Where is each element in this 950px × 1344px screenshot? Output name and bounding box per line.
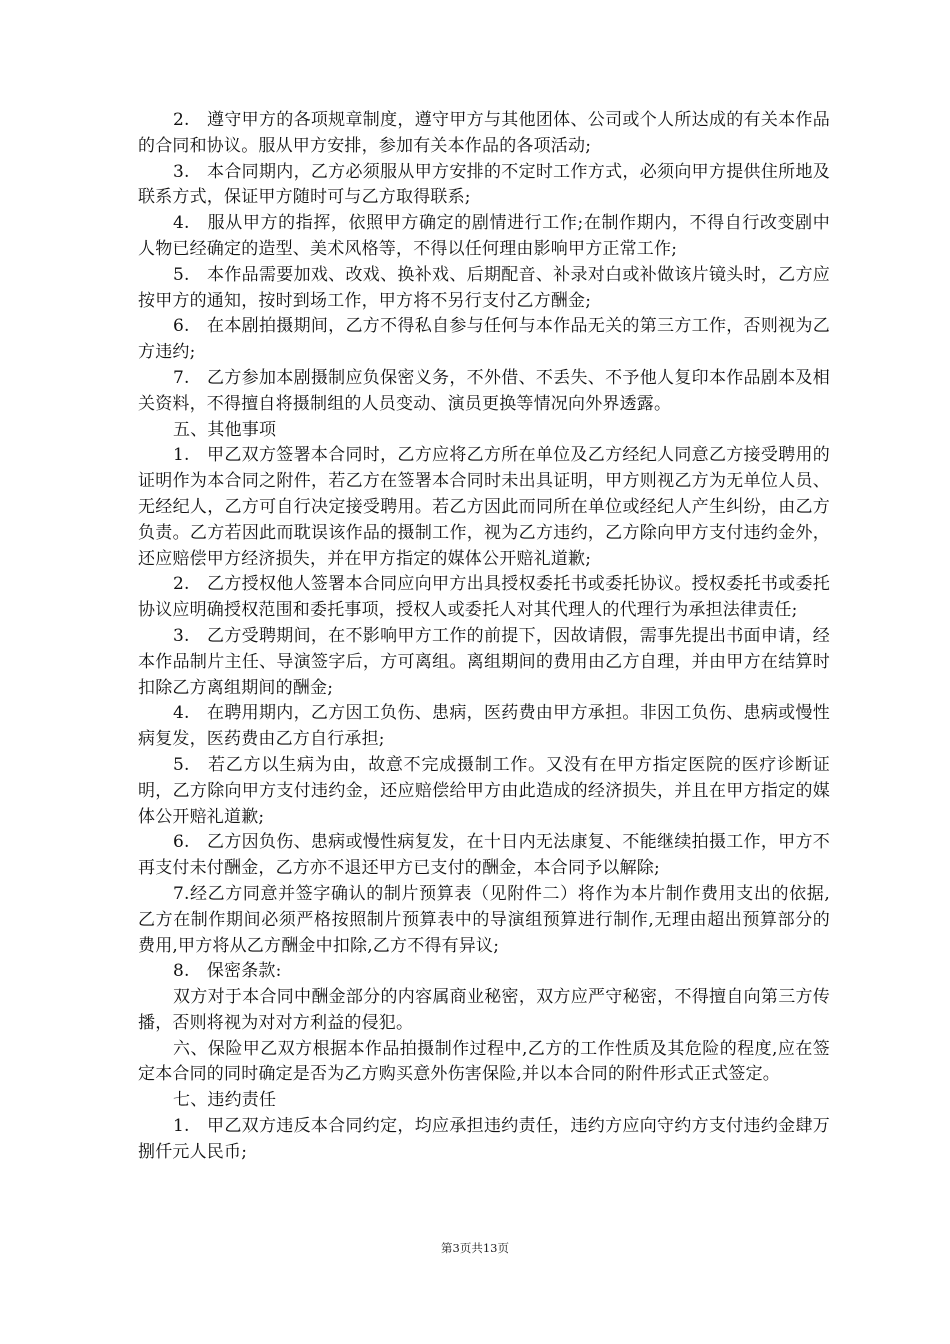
clause-paragraph: 6. 乙方因负伤、患病或慢性病复发，在十日内无法康复、不能继续拍摄工作，甲方不再支付未付酬金，乙方亦不退还甲方已支付的酬金，本合同予以解除; [138,832,830,879]
clause-paragraph: 8. 保密条款: [173,961,282,982]
clause-paragraph: 3. 乙方受聘期间，在不影响甲方工作的前提下，因故请假，需事先提出书面申请，经本作品制片主任、导演签字后，方可离组。离组期间的费用由乙方自理，并由甲方在结算时扣除乙方离组期间的酬金; [138,625,830,698]
clause-paragraph: 2. 乙方授权他人签署本合同应向甲方出具授权委托书或委托协议。授权委托书或委托协议应明确授权范围和委托事项，授权人或委托人对其代理人的代理行为承担法律责任; [138,574,830,621]
contract-body [138,108,830,1166]
clause-paragraph: 7. 乙方参加本剧摄制应负保密义务，不外借、不丢失、不予他人复印本作品剧本及相关资料，不得擅自将摄制组的人员变动、演员更换等情况向外界透露。 [138,367,830,414]
section-heading: 七、违约责任 [173,1090,277,1111]
clause-paragraph: 1. 甲乙双方违反本合同约定，均应承担违约责任，违约方应向守约方支付违约金肆万捌仟元人民币; [138,1116,830,1162]
section-heading: 五、其他事项 [173,419,277,440]
clause-paragraph: 6. 在本剧拍摄期间，乙方不得私自参与任何与本作品无关的第三方工作，否则视为乙方违约; [138,316,830,363]
page-number-footer: 第3页共13页 [441,1241,509,1255]
clause-paragraph: 4. 在聘用期内，乙方因工负伤、患病，医药费由甲方承担。非因工负伤、患病或慢性病复发，医药费由乙方自行承担; [138,703,830,750]
clause-paragraph: 2. 遵守甲方的各项规章制度，遵守甲方与其他团体、公司或个人所达成的有关本作品的合同和协议。服从甲方安排，参加有关本作品的各项活动; [138,110,830,156]
clause-paragraph: 双方对于本合同中酬金部分的内容属商业秘密，双方应严守秘密，不得擅自向第三方传播，否则将视为对对方利益的侵犯。 [138,987,830,1033]
clause-paragraph: 5. 若乙方以生病为由，故意不完成摄制工作。又没有在甲方指定医院的医疗诊断证明，乙方除向甲方支付违约金，还应赔偿给甲方由此造成的经济损失，并且在甲方指定的媒体公开赔礼道歉; [138,754,830,827]
clause-paragraph: 3. 本合同期内，乙方必须服从甲方安排的不定时工作方式，必须向甲方提供住所地及联系方式，保证甲方随时可与乙方取得联系; [138,161,830,208]
clause-paragraph: 7.经乙方同意并签字确认的制片预算表（见附件二）将作为本片制作费用支出的依据,乙方在制作期间必须严格按照制片预算表中的导演组预算进行制作,无理由超出预算部分的费用,甲方将从乙方酬金中扣除,乙方不得有异议; [138,883,830,956]
clause-paragraph: 1. 甲乙双方签署本合同时，乙方应将乙方所在单位及乙方经纪人同意乙方接受聘用的证明作为本合同之附件，若乙方在签署本合同时未出具证明，甲方则视乙方为无单位人员、无经纪人，乙方可自行决定接受聘用。若乙方因此而同所在单位或经纪人产生纠纷，由乙方负责。乙方若因此而耽误该作品的摄制工作，视为乙方违约，乙方除向甲方支付违约金外，还应赔偿甲方经济损失，并在甲方指定的媒体公开赔礼道歉; [138,445,830,569]
clause-paragraph: 4. 服从甲方的指挥，依照甲方确定的剧情进行工作;在制作期内，不得自行改变剧中人物已经确定的造型、美术风格等，不得以任何理由影响甲方正常工作; [138,213,830,259]
section-heading: 六、保险甲乙双方根据本作品拍摄制作过程中,乙方的工作性质及其危险的程度,应在签定本合同的同时确定是否为乙方购买意外伤害保险,并以本合同的附件形式正式签定。 [138,1038,830,1085]
clause-paragraph: 5. 本作品需要加戏、改戏、换补戏、后期配音、补录对白或补做该片镜头时，乙方应按甲方的通知，按时到场工作，甲方将不另行支付乙方酬金; [138,264,830,311]
